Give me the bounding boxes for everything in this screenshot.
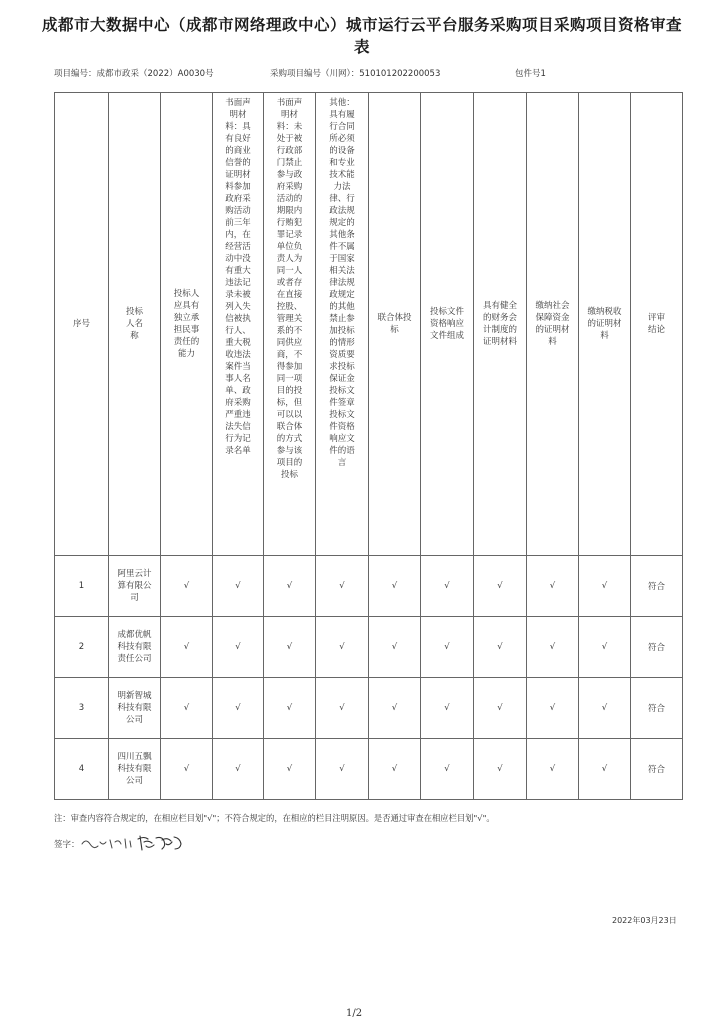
- row-result: 符合: [631, 617, 683, 678]
- header-credit-statement: 书面声明材料：具有良好的商业信誉的证明材料参加政府采购活动前三年内，在经营活动中没有重大违法记录未被列入失信被执行人、重大税收违法案件当事人名单、政府采购严重违法失信行为记录名单: [213, 93, 264, 556]
- header-seq: 序号: [55, 93, 109, 556]
- check-mark: √: [421, 556, 474, 617]
- header-bid-documents: 投标文件资格响应文件组成: [421, 93, 474, 556]
- check-mark: √: [527, 617, 579, 678]
- header-conclusion: 评审结论: [631, 93, 683, 556]
- row-bidder-name: 四川五飘科技有限公司: [109, 739, 161, 800]
- check-mark: √: [421, 617, 474, 678]
- check-mark: √: [579, 739, 631, 800]
- check-mark: √: [161, 739, 213, 800]
- check-mark: √: [316, 617, 369, 678]
- row-seq: 4: [55, 739, 109, 800]
- check-mark: √: [316, 739, 369, 800]
- check-mark: √: [264, 739, 316, 800]
- header-consortium: 联合体投标: [369, 93, 421, 556]
- check-mark: √: [579, 556, 631, 617]
- row-result: 符合: [631, 678, 683, 739]
- check-mark: √: [213, 617, 264, 678]
- row-bidder-name: 明新智城科技有限公司: [109, 678, 161, 739]
- check-mark: √: [264, 678, 316, 739]
- package-number: 包件号1: [515, 69, 546, 79]
- check-mark: √: [213, 678, 264, 739]
- header-accounting-system: 具有健全的财务会计制度的证明材料: [474, 93, 527, 556]
- header-civil-liability: 投标人应具有独立承担民事责任的能力: [161, 93, 213, 556]
- table-row: [55, 678, 683, 739]
- check-mark: √: [316, 678, 369, 739]
- check-mark: √: [264, 556, 316, 617]
- check-mark: √: [369, 556, 421, 617]
- check-mark: √: [474, 678, 527, 739]
- check-mark: √: [161, 617, 213, 678]
- row-seq: 1: [55, 556, 109, 617]
- check-mark: √: [369, 739, 421, 800]
- handwritten-signature: [78, 830, 188, 856]
- page-number: 1/2: [346, 1008, 363, 1019]
- table-row: [55, 556, 683, 617]
- check-mark: √: [474, 739, 527, 800]
- header-social-security: 缴纳社会保障资金的证明材料: [527, 93, 579, 556]
- row-result: 符合: [631, 739, 683, 800]
- check-mark: √: [421, 678, 474, 739]
- check-mark: √: [213, 556, 264, 617]
- row-seq: 2: [55, 617, 109, 678]
- table-row: [55, 739, 683, 800]
- header-other-requirements: 其他：具有履行合同所必须的设备和专业技术能力法律、行政法规规定的其他条件不属于国家相关法律法规政规定的其他禁止参加投标的情形资质要求投标保证金投标文件签章投标文件资格响应文件的语言: [316, 93, 369, 556]
- row-bidder-name: 成都优帆科技有限责任公司: [109, 617, 161, 678]
- purchase-number: 采购项目编号（川网）：510101202200053: [270, 69, 441, 79]
- check-mark: √: [421, 739, 474, 800]
- signature-label: 签字：: [54, 840, 80, 850]
- check-mark: √: [161, 678, 213, 739]
- check-mark: √: [579, 678, 631, 739]
- check-mark: √: [527, 739, 579, 800]
- review-date: 2022年03月23日: [612, 916, 677, 925]
- check-mark: √: [369, 617, 421, 678]
- check-mark: √: [579, 617, 631, 678]
- header-row: [55, 93, 683, 556]
- qualification-review-table: [54, 92, 683, 800]
- check-mark: √: [474, 556, 527, 617]
- document-title: 成都市大数据中心（成都市网络理政中心）城市运行云平台服务采购项目采购项目资格审查表: [41, 16, 682, 56]
- project-number: 项目编号：成都市政采（2022）A0030号: [54, 69, 214, 79]
- header-bidder-name: 投标人名称: [109, 93, 161, 556]
- review-note: 注：审查内容符合规定的，在相应栏目划"√"；不符合规定的，在相应的栏目注明原因。是否通过审查在相应栏目划"√"。: [54, 813, 495, 823]
- row-result: 符合: [631, 556, 683, 617]
- header-prohibition-statement: 书面声明材料：未处于被行政部门禁止参与政府采购活动的期限内行贿犯罪记录单位负责人为同一人或者存在直接控股、管理关系的不同供应商，不得参加同一项目的投标，但可以以联合体的方式参与该项目的投标: [264, 93, 316, 556]
- table-row: [55, 617, 683, 678]
- check-mark: √: [213, 739, 264, 800]
- row-seq: 3: [55, 678, 109, 739]
- header-tax-payment: 缴纳税收的证明材料: [579, 93, 631, 556]
- check-mark: √: [527, 678, 579, 739]
- check-mark: √: [316, 556, 369, 617]
- check-mark: √: [369, 678, 421, 739]
- row-bidder-name: 阿里云计算有限公司: [109, 556, 161, 617]
- check-mark: √: [161, 556, 213, 617]
- check-mark: √: [474, 617, 527, 678]
- check-mark: √: [527, 556, 579, 617]
- check-mark: √: [264, 617, 316, 678]
